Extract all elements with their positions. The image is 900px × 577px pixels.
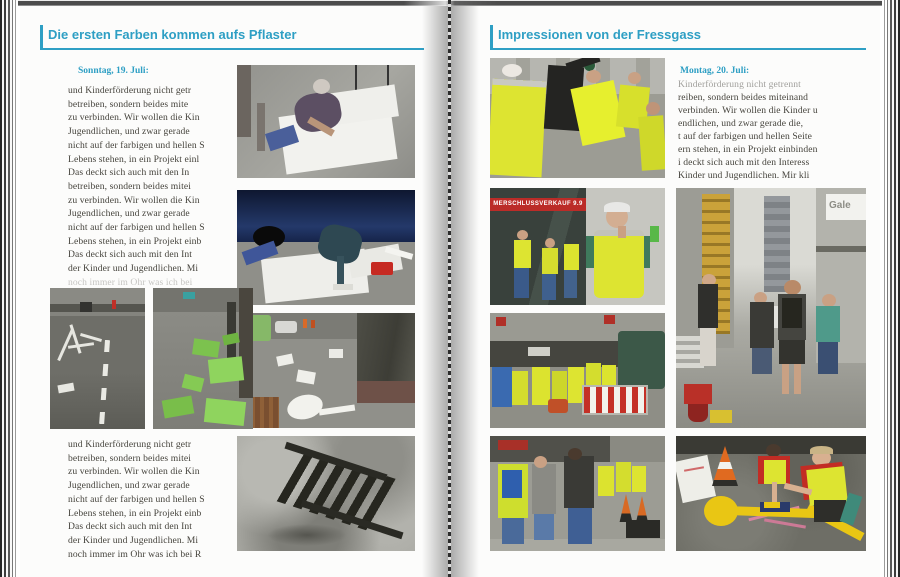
text-line: Lebens stehen, in ein Projekt einb bbox=[68, 235, 202, 247]
red-box bbox=[684, 384, 712, 404]
jeans bbox=[514, 268, 529, 298]
text-line: und Kinderförderung nicht getr bbox=[68, 85, 192, 96]
text-line: Das deckt sich auch mit den In bbox=[68, 167, 190, 179]
text-line: und Kinderförderung nicht getr bbox=[68, 439, 192, 450]
text-line: zu verbinden. Wir wollen die Kin bbox=[68, 194, 200, 206]
head bbox=[534, 456, 547, 468]
text-line: der Kinder und Jugendlichen. Mi bbox=[68, 534, 199, 546]
elderly-man-vest bbox=[594, 230, 644, 298]
photo-painting-car bbox=[237, 190, 415, 305]
arm bbox=[337, 256, 344, 284]
head bbox=[568, 448, 582, 460]
photo-cones-group bbox=[490, 436, 665, 551]
text-line: nicht auf der farbigen und hellen S bbox=[68, 493, 205, 505]
spine-stitch-line bbox=[448, 0, 451, 577]
jeans bbox=[542, 274, 556, 300]
text-line: Jugendlichen, und zwar gerade bbox=[68, 480, 190, 492]
white-sign bbox=[528, 347, 550, 356]
brick-wall bbox=[357, 381, 415, 403]
arm bbox=[772, 482, 777, 504]
head bbox=[545, 238, 555, 248]
white-cap bbox=[502, 64, 522, 77]
person-gray-shirt bbox=[532, 464, 556, 514]
shorts bbox=[779, 340, 805, 364]
text-line: endlichen, und zwar gerade die, bbox=[678, 118, 804, 129]
jeans bbox=[818, 342, 838, 374]
page-stack-edge-right bbox=[880, 0, 900, 577]
guitar-neck bbox=[319, 405, 355, 416]
left-text-block-1 bbox=[68, 84, 238, 291]
backpack bbox=[782, 298, 802, 328]
green-sign bbox=[650, 226, 659, 242]
text-line: Das deckt sich auch mit den Int bbox=[68, 521, 193, 533]
person-dark-backpack bbox=[564, 456, 594, 508]
white-car bbox=[275, 321, 297, 333]
photo-drain bbox=[237, 436, 415, 551]
heading-underline bbox=[40, 48, 424, 50]
red-bucket bbox=[688, 404, 708, 422]
galeria-sign: Gale bbox=[826, 194, 866, 220]
head bbox=[517, 230, 528, 240]
red-paint-tray bbox=[371, 262, 393, 275]
text-line: Das deckt sich auch mit den Int bbox=[68, 249, 193, 261]
text-line: betreiben, sondern beides mitei bbox=[68, 452, 191, 464]
gray-hair-head bbox=[313, 79, 330, 94]
sale-banner: MERSCHLUSSVERKAUF 9.9 bbox=[490, 198, 586, 211]
white-paper bbox=[676, 455, 716, 503]
red-white-barrier bbox=[582, 385, 648, 415]
gutter-shadow-right bbox=[451, 6, 479, 577]
right-text-block bbox=[678, 78, 868, 184]
red-sign bbox=[498, 440, 528, 450]
jeans bbox=[568, 508, 592, 544]
teal-sign bbox=[183, 292, 195, 299]
page-stack-edge-left bbox=[0, 0, 20, 577]
text-line: Jugendlichen, und zwar gerade bbox=[68, 126, 190, 138]
red-sign bbox=[496, 317, 506, 326]
orange-bag bbox=[548, 399, 568, 413]
text-line: noch immer im Ohr was ich bei R bbox=[68, 548, 202, 560]
trash-bins bbox=[80, 302, 92, 312]
head bbox=[646, 102, 660, 115]
left-date-heading: Sonntag, 19. Juli: bbox=[78, 66, 149, 76]
left-text-block-2 bbox=[68, 438, 238, 563]
left-page[interactable] bbox=[20, 6, 449, 577]
hi-vis-vest bbox=[638, 115, 665, 171]
text-line: Kinder und Jugendlichen. Mir kli bbox=[678, 170, 810, 181]
head bbox=[628, 72, 641, 84]
text-line: nicht auf der farbigen und hellen S bbox=[68, 139, 205, 151]
text-line: der Kinder und Jugendlichen. Mi bbox=[68, 263, 199, 275]
head bbox=[586, 70, 601, 83]
heading-accent-bar bbox=[490, 25, 493, 50]
text-line: Kinderförderung nicht getrennt bbox=[678, 79, 801, 90]
hi-vis-vest bbox=[514, 240, 531, 268]
gutter-shadow-left bbox=[422, 6, 448, 577]
photo-sidewalk-pictogram bbox=[237, 313, 415, 428]
text-line: t auf der farbigen und hellen Seite bbox=[678, 131, 813, 142]
dashed-lane-line bbox=[99, 340, 110, 426]
building bbox=[610, 436, 665, 462]
jeans bbox=[564, 270, 577, 298]
teal-shirt-person bbox=[816, 306, 840, 342]
green-truck bbox=[618, 331, 665, 389]
hi-vis-vest bbox=[542, 248, 558, 274]
photo-group-barrier bbox=[490, 313, 665, 428]
photo-ssv-banner bbox=[490, 188, 665, 305]
text-line: Lebens stehen, in ein Projekt einl bbox=[68, 153, 200, 165]
hi-vis-vest bbox=[764, 460, 786, 484]
photo-kids-painting bbox=[676, 436, 866, 551]
blue-vest-person bbox=[492, 367, 512, 407]
text-line: ern stehen, in ein Projekt einbinden bbox=[678, 144, 818, 155]
text-line: betreiben, sondern beides mite bbox=[68, 98, 189, 110]
text-line: nicht auf der farbigen und hellen S bbox=[68, 222, 205, 234]
head bbox=[784, 280, 801, 295]
heading-accent-bar bbox=[40, 25, 43, 50]
light-trousers bbox=[700, 328, 716, 366]
shorts bbox=[752, 348, 772, 374]
blond-hair bbox=[810, 446, 833, 454]
bystander-leg bbox=[237, 65, 251, 137]
guitar-pictogram bbox=[285, 391, 326, 423]
hi-vis-vest bbox=[616, 462, 631, 492]
text-line: betreiben, sondern beides mitei bbox=[68, 180, 191, 192]
right-date-heading: Montag, 20. Juli: bbox=[680, 66, 750, 76]
photo-street-scene bbox=[676, 188, 866, 428]
green-paint-patch bbox=[192, 338, 220, 357]
right-page[interactable] bbox=[451, 6, 880, 577]
photo-vest-handout bbox=[490, 58, 665, 178]
buildings bbox=[153, 288, 253, 312]
jeans bbox=[502, 518, 524, 544]
shop-window bbox=[357, 313, 415, 381]
pedestrian bbox=[303, 319, 307, 328]
text-line: i deckt sich auch mit den Interess bbox=[678, 157, 810, 168]
text-line: Lebens stehen, in ein Projekt einb bbox=[68, 507, 202, 519]
awning bbox=[816, 246, 866, 252]
hi-vis-vest bbox=[598, 466, 614, 496]
paint-roller bbox=[333, 284, 353, 290]
hand bbox=[618, 226, 626, 238]
leg bbox=[782, 364, 789, 394]
text-line: zu verbinden. Wir wollen die Kin bbox=[68, 466, 200, 478]
left-page-title: Die ersten Farben kommen aufs Pflaster bbox=[48, 27, 297, 42]
blue-backpack bbox=[502, 470, 522, 498]
leg bbox=[794, 364, 801, 394]
text-line: zu verbinden. Wir wollen die Kin bbox=[68, 112, 200, 124]
hi-vis-vest bbox=[490, 79, 546, 178]
person-dark bbox=[750, 302, 774, 348]
hi-vis-vest bbox=[532, 367, 550, 405]
cone-base-stack bbox=[626, 520, 660, 538]
person-red-shirt bbox=[112, 300, 116, 309]
highrise bbox=[764, 196, 790, 292]
white-hair bbox=[604, 202, 630, 212]
hi-vis-vest bbox=[564, 244, 579, 270]
text-line: reiben, sondern beides miteinand bbox=[678, 92, 809, 103]
photo-street-markings bbox=[50, 288, 145, 429]
text-line: noch immer im Ohr was ich bei bbox=[68, 276, 193, 288]
photo-green-patches bbox=[153, 288, 253, 429]
photo-painting-man bbox=[237, 65, 415, 178]
text-line: Jugendlichen, und zwar gerade bbox=[68, 208, 190, 220]
person-dark-jacket bbox=[698, 284, 718, 328]
text-line: verbinden. Wir wollen die Kinder u bbox=[678, 105, 818, 116]
right-page-title: Impressionen von der Fressgass bbox=[498, 27, 702, 42]
traffic-cone bbox=[618, 494, 634, 522]
hi-vis-vest bbox=[632, 466, 646, 492]
yellow-bag bbox=[710, 410, 732, 423]
shorts bbox=[534, 514, 554, 540]
hi-vis-vest bbox=[512, 371, 528, 405]
heading-underline bbox=[490, 48, 866, 50]
white-mark bbox=[276, 353, 294, 366]
